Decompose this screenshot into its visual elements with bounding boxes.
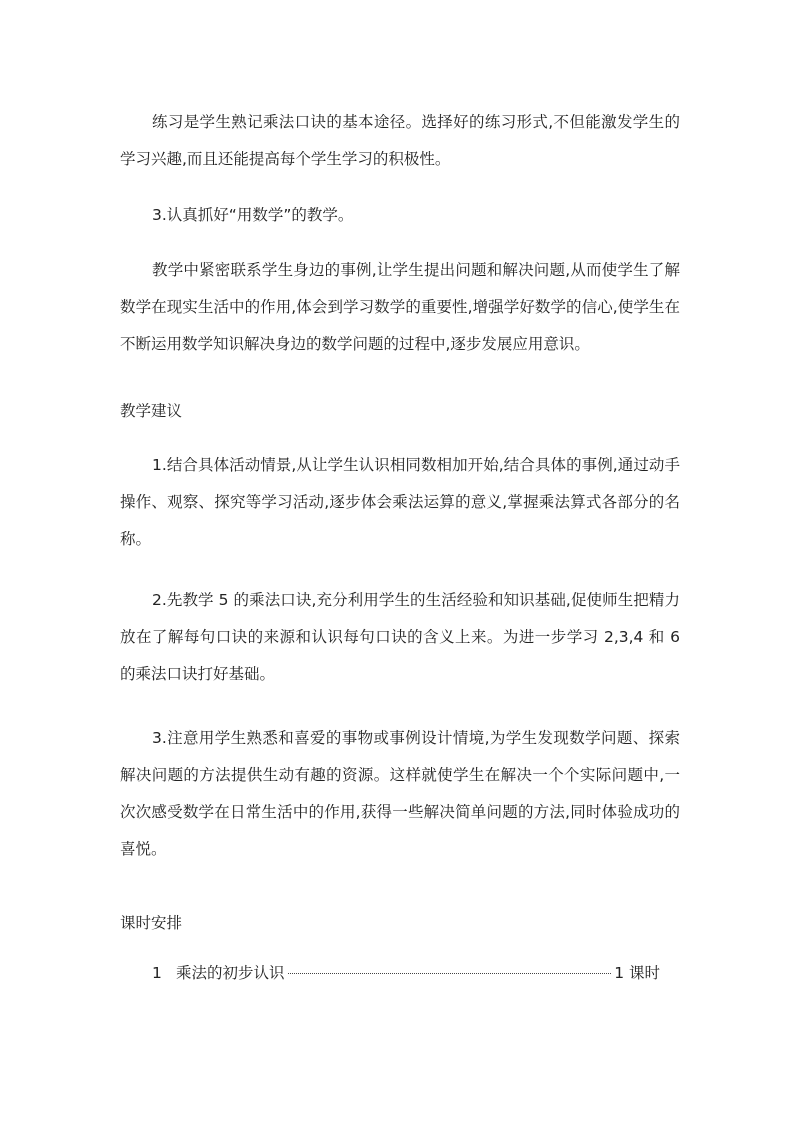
section-title-teaching-suggestions: 教学建议 — [120, 402, 183, 420]
paragraph-practice: 练习是学生熟记乘法口诀的基本途径。选择好的练习形式,不但能激发学生的学习兴趣,而且还能提高每个学生学习的积极性。 — [120, 113, 680, 168]
schedule-entry-number: 1 — [152, 964, 162, 982]
schedule-entry-leader-dots — [288, 973, 612, 974]
teaching-suggestion-3: 3.注意用学生熟悉和喜爱的事物或事例设计情境,为学生发现数学问题、探索解决问题的方法提供生动有趣的资源。这样就使学生在解决一个个实际问题中,一次次感受数学在日常生活中的作用,获得一些解决简单问题的方法,同时体验成功的喜悦。 — [120, 729, 680, 858]
paragraph-heading-use-math: 3.认真抓好“用数学”的教学。 — [152, 206, 354, 224]
schedule-entry — [152, 961, 660, 985]
teaching-suggestion-1: 1.结合具体活动情景,从让学生认识相同数相加开始,结合具体的事例,通过动手操作、观察、探究等学习活动,逐步体会乘法运算的意义,掌握乘法算式各部分的名称。 — [120, 456, 680, 548]
section-title-schedule: 课时安排 — [120, 914, 183, 932]
schedule-entry-name: 乘法的初步认识 — [176, 964, 285, 982]
teaching-suggestion-2: 2.先教学 5 的乘法口诀,充分利用学生的生活经验和知识基础,促使师生把精力放在了解每句口诀的来源和认识每句口诀的含义上来。为进一步学习 2,3,4 和 6 的乘法口诀打好基础。 — [120, 591, 680, 683]
paragraph-use-math: 教学中紧密联系学生身边的事例,让学生提出问题和解决问题,从而使学生了解数学在现实生活中的作用,体会到学习数学的重要性,增强学好数学的信心,使学生在不断运用数学知识解决身边的数学问题的过程中,逐步发展应用意识。 — [120, 261, 680, 353]
schedule-entry-hours: 1 课时 — [614, 964, 660, 982]
